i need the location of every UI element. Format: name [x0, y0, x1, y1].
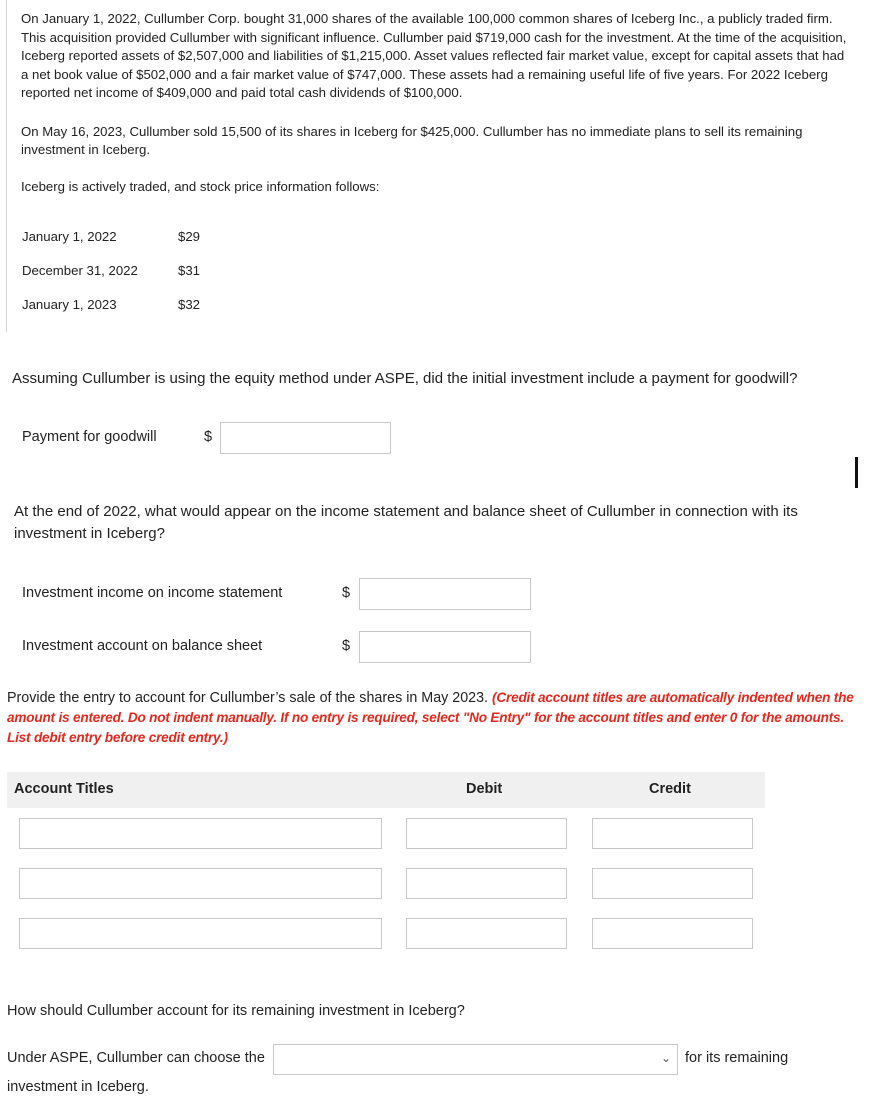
journal-header: [7, 772, 765, 808]
intro-paragraph-2: On May 16, 2023, Cullumber sold 15,500 of its shares in Iceberg for $425,000. Cullumber has no immediate plans to sell its remaining investment in Iceberg.: [21, 123, 803, 157]
account-title-input[interactable]: [19, 918, 382, 949]
currency-symbol: $: [342, 585, 351, 601]
investment-income-label: Investment income on income statement: [22, 585, 283, 601]
journal-instructions: [7, 688, 857, 748]
credit-input[interactable]: [592, 868, 753, 899]
price-date: January 1, 2023: [22, 297, 117, 312]
intro-paragraph-3: Iceberg is actively traded, and stock price information follows:: [21, 178, 380, 194]
year-end-question: At the end of 2022, what would appear on the income statement and balance sheet of Cullumber in connection with its investment in Iceberg?: [14, 503, 798, 542]
goodwill-label: Payment for goodwill: [22, 429, 157, 445]
goodwill-question: Assuming Cullumber is using the equity method under ASPE, did the initial investment include a payment for goodwill?: [12, 370, 798, 387]
debit-header: Debit: [466, 781, 503, 797]
investment-account-label: Investment account on balance sheet: [22, 638, 263, 654]
text-cursor: [855, 457, 858, 488]
investment-income-input[interactable]: [359, 578, 531, 610]
accounting-method-dropdown[interactable]: [273, 1044, 678, 1075]
account-title-input[interactable]: [19, 818, 382, 849]
credit-input[interactable]: [592, 818, 753, 849]
currency-symbol: $: [342, 638, 351, 654]
aspe-tail-text: investment in Iceberg.: [7, 1079, 149, 1095]
price-value: $32: [178, 297, 201, 312]
remaining-investment-question: How should Cullumber account for its remaining investment in Iceberg?: [7, 1003, 465, 1019]
goodwill-input[interactable]: [220, 422, 391, 454]
instruction-note: (Credit account titles are automatically indented when the amount is entered. Do not indent manually. If no entry is required, select "No Entry" for the account titles and enter 0 for the amounts. List debit entry before credit entry.): [7, 690, 854, 745]
aspe-prefix-text: Under ASPE, Cullumber can choose the: [7, 1050, 265, 1066]
currency-symbol: $: [204, 429, 213, 445]
debit-input[interactable]: [406, 918, 567, 949]
credit-input[interactable]: [592, 918, 753, 949]
chevron-down-icon: ⌄: [660, 1051, 671, 1065]
price-date: December 31, 2022: [22, 263, 138, 278]
problem-statement: [6, 0, 852, 332]
credit-header: Credit: [649, 781, 691, 797]
account-titles-header: Account Titles: [14, 781, 114, 797]
debit-input[interactable]: [406, 868, 567, 899]
instruction-text: Provide the entry to account for Cullumber’s sale of the shares in May 2023.: [7, 690, 489, 706]
account-title-input[interactable]: [19, 868, 382, 899]
aspe-suffix-text: for its remaining: [685, 1050, 789, 1066]
price-value: $31: [178, 263, 201, 278]
intro-paragraph-1: On January 1, 2022, Cullumber Corp. bought 31,000 shares of the available 100,000 common shares of Iceberg Inc., a publicly traded firm. This acquisition provided Cullumber with significant influence. Cullumber paid $719,000 cash for the investment. At the time of the acquisition, Iceberg reported assets of $2,507,000 and liabilities of $1,215,000. Asset values reflected fair market value, except for capital assets that had a net book value of $502,000 and a fair market value of $747,000. These assets had a remaining useful life of five years. For 2022 Iceberg reported net income of $409,000 and paid total cash dividends of $100,000.: [21, 11, 847, 100]
price-date: January 1, 2022: [22, 229, 117, 244]
price-value: $29: [178, 229, 201, 244]
investment-account-input[interactable]: [359, 631, 531, 663]
debit-input[interactable]: [406, 818, 567, 849]
